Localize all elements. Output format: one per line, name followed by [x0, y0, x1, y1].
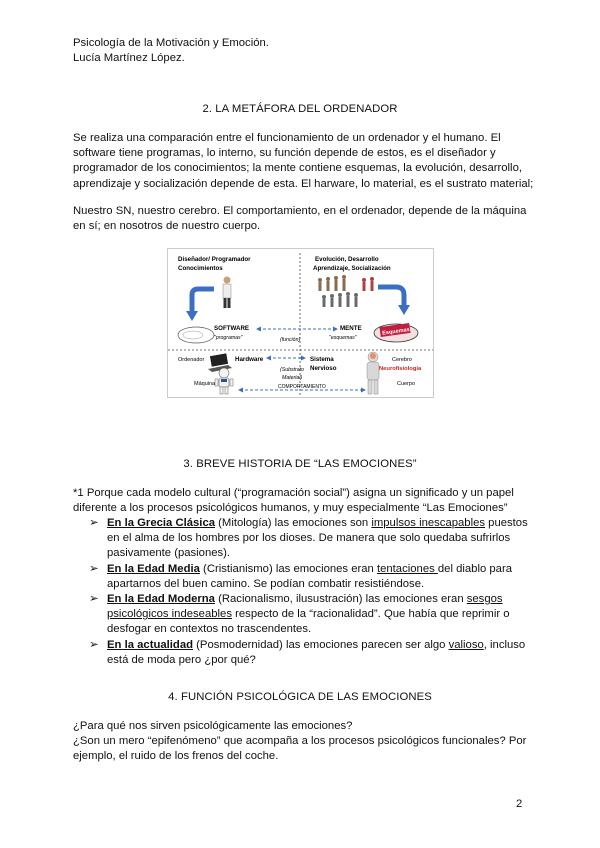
- schemas-badge: [374, 323, 418, 342]
- bullet-text: respecto de la “racionalidad”. Que había que reprimir o: [231, 608, 510, 621]
- section-2-title: 2. LA METÁFORA DEL ORDENADOR: [202, 103, 398, 115]
- laptop-icon: [208, 354, 232, 372]
- knowledge-title: Conocimientos: [178, 265, 223, 272]
- substrate-label-1: (Substrato: [280, 367, 304, 373]
- machine-label: Máquina: [194, 381, 216, 387]
- evolution-figures-icon: [318, 275, 374, 307]
- bullet-emphasis: tentaciones: [376, 562, 438, 575]
- bullet-text: (Mitología) las emociones son: [215, 517, 372, 529]
- schemas-label: "esquemas": [329, 335, 357, 341]
- text-line: ejemplo, el ruido de los frenos del coche.: [73, 750, 279, 763]
- arrow-bullet-icon: ➢: [89, 517, 99, 529]
- substrate-label-2: Material): [282, 375, 303, 381]
- bullet-text: está de moda pero ¿por qué?: [107, 653, 256, 666]
- bullet-text: puestos: [485, 517, 528, 529]
- text-line: diferente a los procesos psicológicos humanos, y muy especialmente “Las Emociones”: [73, 502, 508, 515]
- bullet-emphasis: psicológicos indeseables: [107, 608, 232, 621]
- bullet-text: apartarnos del buen camino. Se podían combatir resistiéndose.: [107, 577, 425, 590]
- brain-label: Cerebro: [392, 357, 412, 363]
- neurophysiology-label: Neurofisiología: [379, 366, 422, 372]
- header-author: Lucía Martínez López.: [73, 52, 185, 64]
- bullet-title: En la actualidad: [107, 638, 194, 651]
- bullet-text: pasivamente (pasiones).: [107, 547, 231, 560]
- bullet-text: (Racionalismo, ilusustración) las emociones eran: [214, 593, 467, 606]
- list-item: [73, 638, 543, 668]
- text-line: en sí; en nosotros de nuestro cuerpo.: [73, 220, 261, 233]
- nervous-system-label-1: Sistema: [310, 356, 334, 363]
- text-line: Se realiza una comparación entre el funcionamiento de un ordenador y el humano. El: [73, 132, 501, 144]
- blue-arrow-right-icon: [378, 287, 404, 307]
- software-label: SOFTWARE: [214, 325, 250, 332]
- arrow-bullet-icon: ➢: [89, 562, 99, 575]
- page-number: 2: [516, 798, 523, 810]
- software-bubble: [178, 327, 214, 343]
- text-line: software tiene programas, lo interno, su función depende de estos, es el diseñador y: [73, 147, 496, 160]
- section-4-title: 4. FUNCIÓN PSICOLÓGICA DE LAS EMOCIONES: [168, 691, 432, 703]
- body-label: Cuerpo: [397, 381, 416, 387]
- bullet-text: del diablo para: [437, 562, 513, 575]
- robot-icon: [215, 368, 233, 394]
- nervous-system-label-2: Nervioso: [310, 365, 337, 372]
- bullet-text: desfogar en contextos no trascendentes.: [107, 623, 312, 636]
- mind-label: MENTE: [340, 325, 362, 332]
- document-header: [73, 36, 269, 66]
- bullet-text: (Cristianismo) las emociones eran: [199, 562, 377, 575]
- header-course: Psicología de la Motivación y Emoción.: [73, 37, 269, 49]
- designer-title: Diseñador/ Programador: [178, 256, 251, 263]
- bullet-title: En la Edad Moderna: [107, 593, 215, 606]
- section-4-paragraph: [73, 719, 553, 765]
- section-2-paragraph-2: [73, 204, 533, 234]
- bullet-emphasis: impulsos inescapables: [371, 517, 486, 529]
- text-line: ¿Para qué nos sirven psicológicamente las emociones?: [73, 720, 353, 732]
- evolution-title: Evolución, Desarrollo: [315, 256, 379, 263]
- programs-label: "programas": [214, 335, 243, 341]
- bullet-text: , incluso: [483, 638, 526, 651]
- programmer-figure-icon: [223, 277, 231, 309]
- history-bullet-list: [73, 516, 543, 668]
- section-3-title: 3. BREVE HISTORIA DE “LAS EMOCIONES”: [183, 458, 417, 470]
- section-2-paragraph-1: [73, 131, 533, 192]
- section-3-intro: [73, 486, 553, 516]
- learning-title: Aprendizaje, Socialización: [313, 265, 391, 272]
- computer-metaphor-diagram: [167, 248, 434, 398]
- bullet-title: En la Edad Media: [107, 562, 200, 575]
- list-item: [73, 592, 543, 638]
- bullet-emphasis: sesgos: [466, 593, 503, 606]
- arrow-bullet-icon: ➢: [89, 638, 99, 651]
- bullet-text: en el alma de los hombres por los dioses. De manera que solo quedaba sufrirlos: [107, 532, 511, 545]
- behavior-label: COMPORTAMIENTO: [278, 384, 326, 390]
- text-line: ¿Son un mero “epifenómeno” que acompaña a los procesos psicológicos funcionales? Por: [73, 735, 527, 748]
- text-line: *1 Porque cada modelo cultural (“programación social”) asigna un significado y un papel: [73, 487, 514, 499]
- text-line: Nuestro SN, nuestro cerebro. El comportamiento, en el ordenador, depende de la máquina: [73, 205, 527, 217]
- text-line: aprendizaje y socialización depende de esta. El harware, lo material, es el sustrato material;: [73, 177, 534, 190]
- computer-label: Ordenador: [178, 357, 205, 363]
- bullet-text: (Posmodernidad) las emociones parecen ser algo: [193, 638, 449, 651]
- bullet-emphasis: valioso: [448, 638, 484, 651]
- text-line: programador de los conocimientos; la mente contiene esquemas, la evolución, desarrollo,: [73, 162, 522, 175]
- list-item: [73, 562, 543, 592]
- blue-arrow-left-icon: [192, 289, 214, 313]
- arrow-bullet-icon: ➢: [89, 593, 99, 606]
- bullet-title: En la Grecia Clásica: [107, 517, 216, 529]
- human-body-icon: [367, 352, 379, 394]
- hardware-label: Hardware: [235, 356, 264, 363]
- function-label: (función): [280, 337, 301, 343]
- list-item: [73, 516, 543, 562]
- schemas-badge-text: Esquemas: [381, 326, 411, 337]
